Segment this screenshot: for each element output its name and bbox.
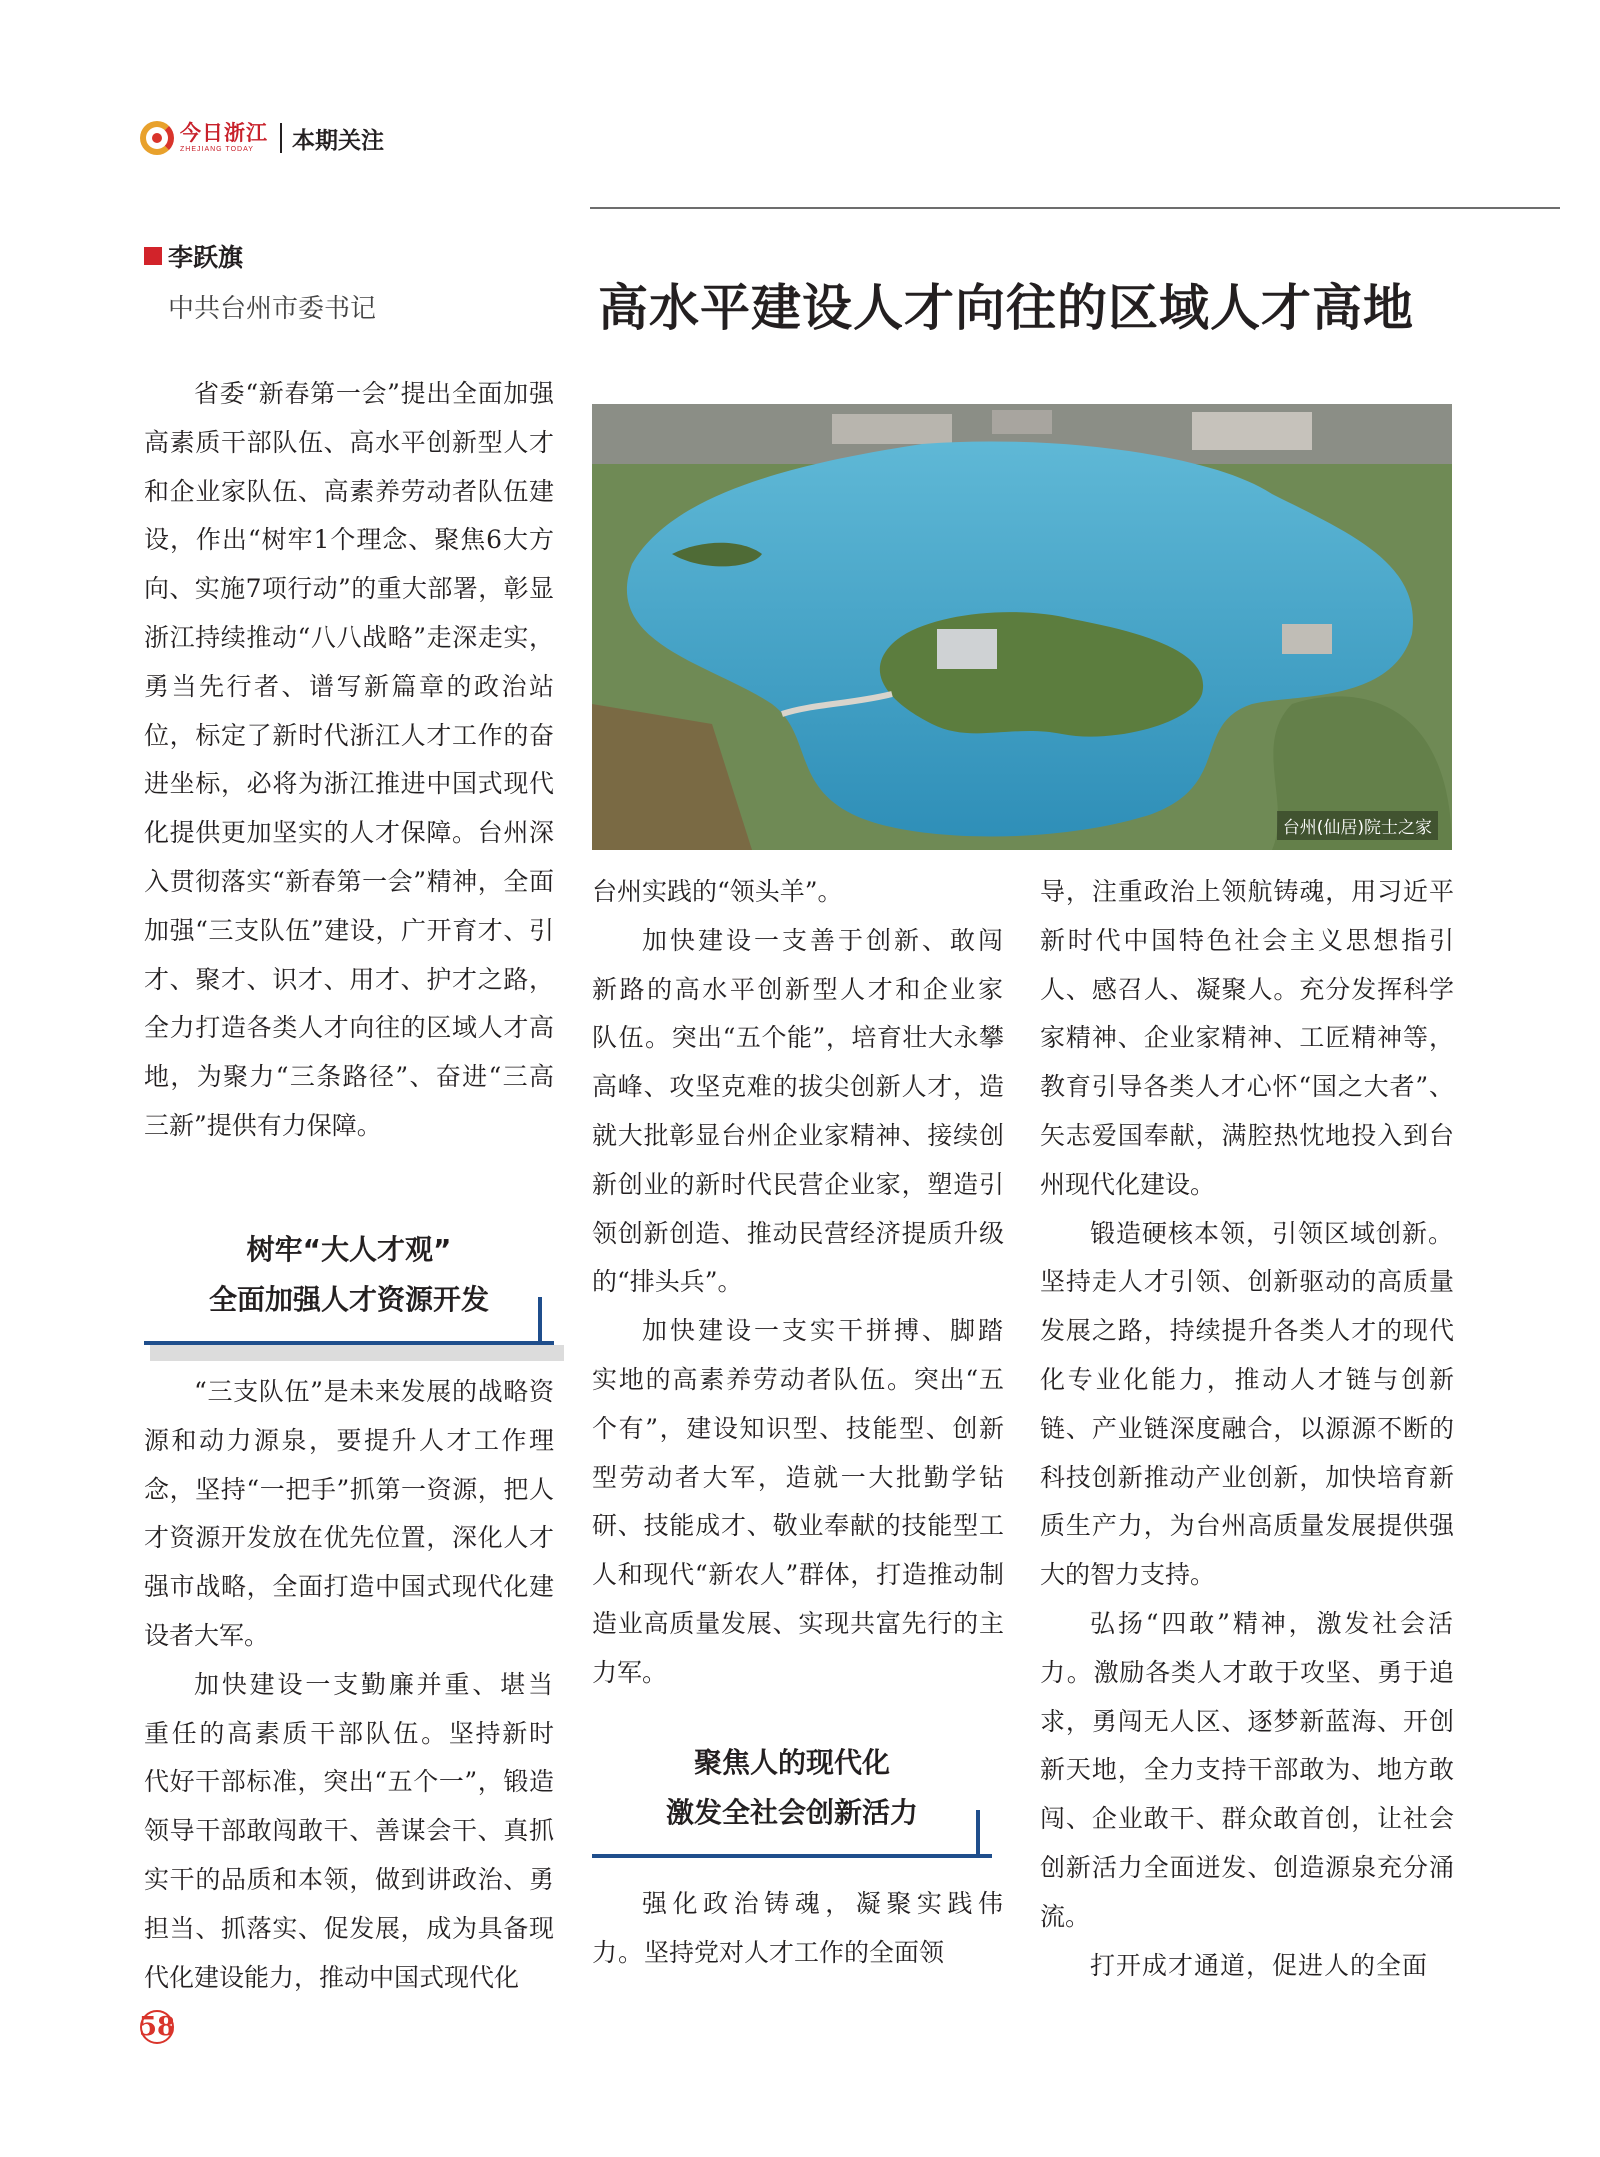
title-rule xyxy=(590,207,1560,209)
subheading-bar xyxy=(976,1810,980,1858)
subheading-1 xyxy=(144,1225,554,1345)
column-3 xyxy=(1040,868,1454,1990)
paragraph: 弘扬“四敢”精神，激发社会活力。激励各类人才敢于攻坚、勇于追求，勇闯无人区、逐梦新蓝海、开创新天地，全力支持干部敢为、地方敢闯、企业敢干、群众敢首创，让社会创新活力全面迸发、创造源泉充分涌流。 xyxy=(1040,1608,1454,1931)
logo-chinese: 今日浙江 xyxy=(180,121,268,145)
page-number: 58 xyxy=(138,2012,176,2042)
paragraph-lead: 打开成才通道，促进人的全面 xyxy=(1090,1950,1429,1980)
author-block xyxy=(144,238,376,325)
paragraph-lead: 加快建设一支善于创新、敢闯新路的高水平创新型人才和企业家队伍。 xyxy=(592,925,1004,1053)
header-divider xyxy=(280,123,282,153)
subheading-line: 全面加强人才资源开发 xyxy=(208,1283,489,1316)
article-title: 高水平建设人才向往的区域人才高地 xyxy=(598,278,1414,337)
red-square-icon xyxy=(144,247,162,265)
author-name: 李跃旗 xyxy=(168,243,244,272)
subheading-line: 树牢“大人才观” xyxy=(246,1233,452,1266)
paragraph: “三支队伍”是未来发展的战略资源和动力源泉，要提升人才工作理念，坚持“一把手”抓第一资源，把人才资源开发放在优先位置，深化人才强市战略，全面打造中国式现代化建设者大军。 xyxy=(144,1377,554,1650)
sun-logo-icon xyxy=(140,121,174,155)
paragraph-lead: 加快建设一支实干拼搏、脚踏实地的高素养劳动者队伍。 xyxy=(592,1316,1004,1394)
subheading-2 xyxy=(592,1738,992,1858)
photo-caption: 台州(仙居)院士之家 xyxy=(1277,811,1438,840)
paragraph-lead: 锻造硬核本领，引领区域创新。 xyxy=(1090,1218,1455,1248)
author-title: 中共台州市委书记 xyxy=(168,294,377,324)
subheading-rule xyxy=(144,1341,554,1345)
paragraph-lead: 加快建设一支勤廉并重、堪当重任的高素质干部队伍。 xyxy=(144,1669,554,1748)
paragraph: 锻造硬核本领，引领区域创新。坚持走人才引领、创新驱动的高质量发展之路，持续提升各类人才的现代化专业化能力，推动人才链与创新链、产业链深度融合，以源源不断的科技创新推动产业创新，加快培育新质生产力，为台州高质量发展提供强大的智力支持。 xyxy=(1040,1218,1455,1590)
section-label: 本期关注 xyxy=(292,127,384,154)
subheading-line: 聚焦人的现代化 xyxy=(693,1746,890,1779)
paragraph: 加快建设一支勤廉并重、堪当重任的高素质干部队伍。坚持新时代好干部标准，突出“五个一”，锻造领导干部敢闯敢干、善谋会干、真抓实干的品质和本领，做到讲政治、勇担当、抓落实、促发展，成为具备现代化建设能力，推动中国式现代化 xyxy=(144,1669,554,1992)
paragraph: 省委“新春第一会”提出全面加强高素质干部队伍、高水平创新型人才和企业家队伍、高素养劳动者队伍建设，作出“树牢1个理念、聚焦6大方向、实施7项行动”的重大部署，彰显浙江持续推动“八八战略”走深走实，勇当先行者、谱写新篇章的政治站位，标定了新时代浙江人才工作的奋进坐标，必将为浙江推进中国式现代化提供更加坚实的人才保障。台州深入贯彻落实“新春第一会”精神，全面加强“三支队伍”建设，广开育才、引才、聚才、识才、用才、护才之路，全力打造各类人才向往的区域人才高地，为聚力“三条路径”、奋进“三高三新”提供有力保障。 xyxy=(144,379,554,1140)
paragraph xyxy=(1040,1942,1454,1991)
magazine-logo xyxy=(140,121,268,155)
column-1-lower xyxy=(144,1368,554,2002)
paragraph: 加快建设一支实干拼搏、脚踏实地的高素养劳动者队伍。突出“五个有”，建设知识型、技能型、创新型劳动者大军，造就一大批勤学钻研、技能成才、敬业奉献的技能型工人和现代“新农人”群体，打造推动制造业高质量发展、实现共富先行的主力军。 xyxy=(592,1316,1004,1687)
column-2-lower xyxy=(592,1880,1004,1978)
paragraph: 导，注重政治上领航铸魂，用习近平新时代中国特色社会主义思想指引人、感召人、凝聚人。充分发挥科学家精神、企业家精神、工匠精神等，教育引导各类人才心怀“国之大者”、矢志爱国奉献，满腔热忱地投入到台州现代化建设。 xyxy=(1040,877,1454,1199)
subheading-bar xyxy=(538,1297,542,1345)
paragraph: 加快建设一支善于创新、敢闯新路的高水平创新型人才和企业家队伍。突出“五个能”，培育壮大永攀高峰、攻坚克难的拔尖创新人才，造就大批彰显台州企业家精神、接续创新创业的新时代民营企业家，塑造引领创新创造、推动民营经济提质升级的“排头兵”。 xyxy=(592,925,1004,1297)
column-1 xyxy=(144,370,554,1151)
subheading-line: 激发全社会创新活力 xyxy=(665,1796,918,1829)
paragraph: 台州实践的“领头羊”。 xyxy=(592,877,843,906)
lake-aerial-photo xyxy=(592,404,1452,850)
subheading-rule xyxy=(592,1854,992,1858)
paragraph-lead: 强化政治铸魂，凝聚实践伟力。 xyxy=(592,1889,1004,1967)
column-2 xyxy=(592,868,1004,1698)
magazine-header xyxy=(140,118,384,158)
photo-illustration xyxy=(592,404,1452,850)
paragraph-lead: 弘扬“四敢”精神，激发社会活力。 xyxy=(1040,1608,1454,1687)
logo-english: ZHEJIANG TODAY xyxy=(180,146,254,153)
paragraph: 强化政治铸魂，凝聚实践伟力。坚持党对人才工作的全面领 xyxy=(592,1889,1004,1967)
